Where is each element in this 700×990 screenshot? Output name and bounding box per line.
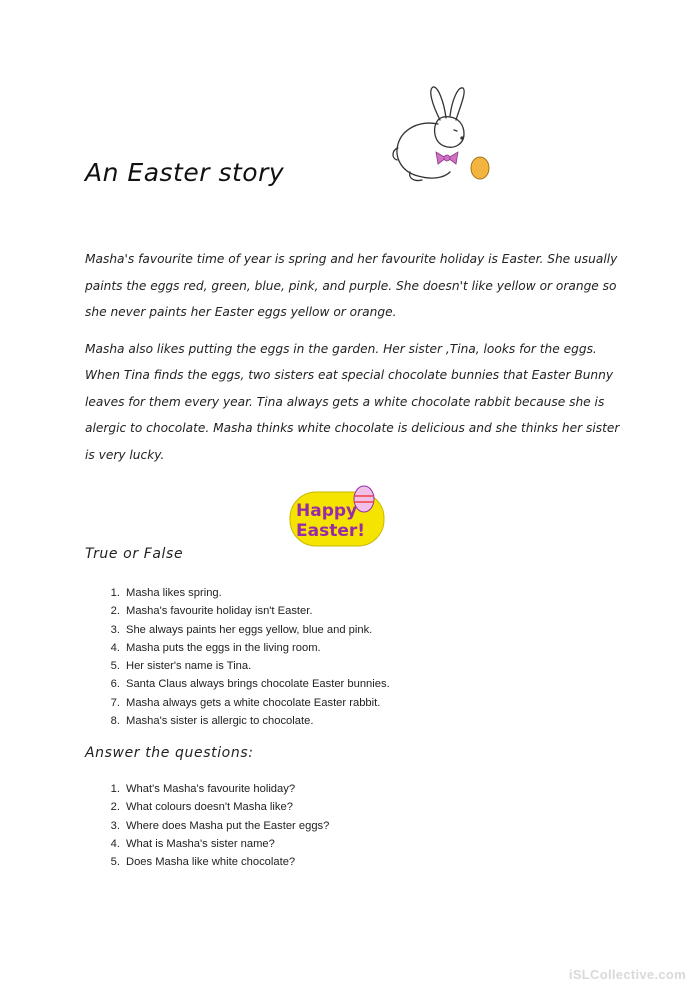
statement-text: Her sister's name is Tina. <box>126 660 252 673</box>
footer-watermark: iSLCollective.com <box>568 967 686 982</box>
list-item: 8. Masha's sister is allergic to chocolate. <box>110 715 314 728</box>
question-text: What colours doesn't Masha like? <box>126 801 293 814</box>
bunny-illustration <box>388 82 508 187</box>
statement-text: Masha likes spring. <box>126 587 222 599</box>
list-item: 2. What colours doesn't Masha like? <box>110 801 293 814</box>
list-item: 6. Santa Claus always brings chocolate Easter bunnies. <box>110 678 390 691</box>
logo-line-1: Happy <box>296 501 358 521</box>
logo-line-2: Easter! <box>296 521 365 541</box>
list-item: 1. Masha likes spring. <box>110 587 222 599</box>
statement-text: She always paints her eggs yellow, blue and pink. <box>126 623 373 636</box>
list-item: 7. Masha always gets a white chocolate Easter rabbit. <box>110 696 381 709</box>
true-false-heading: True or False <box>85 546 184 562</box>
happy-easter-logo <box>286 482 388 552</box>
statement-text: Masha always gets a white chocolate Easter rabbit. <box>126 696 381 709</box>
list-item: 4. What is Masha's sister name? <box>110 837 275 850</box>
true-false-list <box>110 584 390 730</box>
questions-heading: Answer the questions: <box>85 745 254 761</box>
statement-text: Santa Claus always brings chocolate Easter bunnies. <box>126 678 390 691</box>
story-paragraph: Masha also likes putting the eggs in the garden. Her sister ,Tina, looks for the eggs. When Tina finds the eggs, two sisters eat special chocolate bunnies that Easter Bunny leaves for them every year. Tina always gets a white chocolate rabbit because she is alergic to chocolate. Masha thinks white chocolate is delicious and she thinks her sister is very lucky. <box>85 341 620 462</box>
statement-text: Masha's favourite holiday isn't Easter. <box>126 605 313 618</box>
list-item: 5. Her sister's name is Tina. <box>110 660 252 673</box>
question-text: Does Masha like white chocolate? <box>126 856 296 869</box>
statement-text: Masha's sister is allergic to chocolate. <box>126 715 314 728</box>
story-text <box>85 246 620 478</box>
question-text: Where does Masha put the Easter eggs? <box>126 819 330 832</box>
question-text: What's Masha's favourite holiday? <box>126 783 296 795</box>
list-item: 1. What's Masha's favourite holiday? <box>110 783 296 795</box>
list-item: 5. Does Masha like white chocolate? <box>110 856 296 869</box>
statement-text: Masha puts the eggs in the living room. <box>126 641 321 654</box>
question-text: What is Masha's sister name? <box>126 837 275 850</box>
story-paragraph: Masha's favourite time of year is spring and her favourite holiday is Easter. She usually paints the eggs red, green, blue, pink, and purple. She doesn't like yellow or orange so she never paints her Easter eggs yellow or orange. <box>85 252 618 319</box>
list-item: 3. Where does Masha put the Easter eggs? <box>110 819 330 832</box>
list-item: 3. She always paints her eggs yellow, blue and pink. <box>110 623 373 636</box>
list-item: 2. Masha's favourite holiday isn't Easter. <box>110 605 313 618</box>
page-title: An Easter story <box>85 158 285 187</box>
list-item: 4. Masha puts the eggs in the living room. <box>110 641 321 654</box>
questions-list <box>110 780 330 871</box>
